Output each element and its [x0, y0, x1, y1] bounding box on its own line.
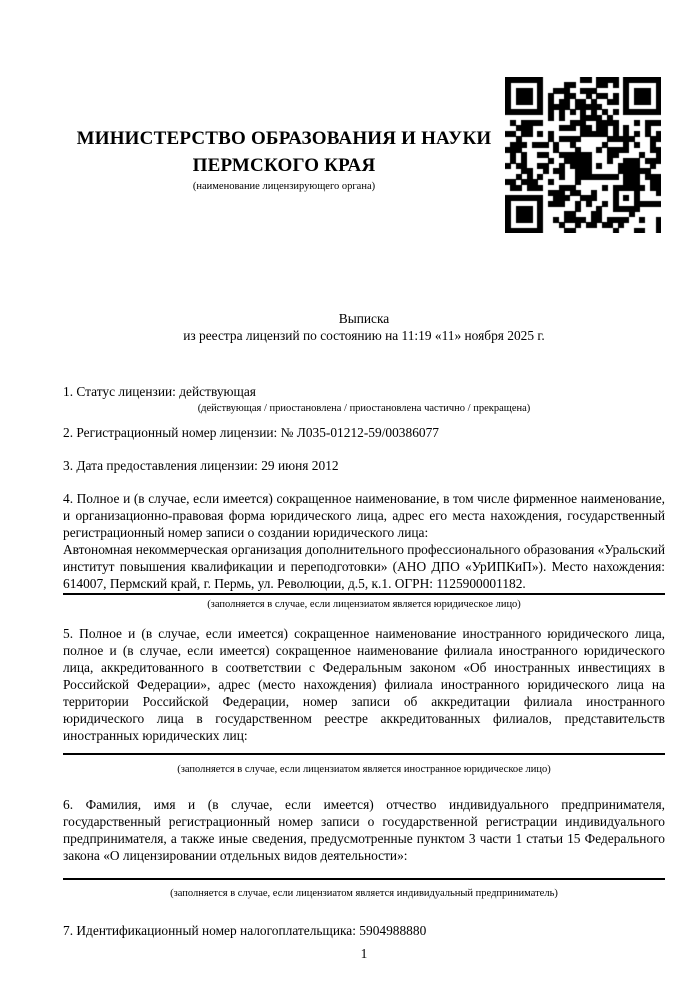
legal-entity-section [63, 490, 665, 595]
ministry-name-line1: МИНИСТЕРСТВО ОБРАЗОВАНИЯ И НАУКИ [76, 128, 492, 149]
licensing-authority-caption: (наименование лицензирующего органа) [192, 181, 376, 192]
legal-entity-description: 4. Полное и (в случае, если имеется) сокращенное наименование, в том числе фирменное наименование, и организационно-правовая форма юридического лица, адрес его места нахождения, государственный регистрационный номер записи о создании юридического лица: [63, 491, 665, 540]
foreign-entity-caption: (заполняется в случае, если лицензиатом является иностранное юридическое лицо) [177, 764, 551, 775]
document-subtitle: из реестра лицензий по состоянию на 11:19 «11» ноября 2025 г. [183, 328, 545, 343]
document-body [63, 303, 665, 962]
taxpayer-number-line: 7. Идентификационный номер налогоплательщика: 5904988880 [63, 923, 427, 938]
legal-entity-caption: (заполняется в случае, если лицензиатом является юридическое лицо) [207, 599, 521, 610]
licensing-authority-header [63, 125, 505, 193]
entrepreneur-caption: (заполняется в случае, если лицензиатом является индивидуальный предприниматель) [170, 888, 558, 899]
entrepreneur-section: 6. Фамилия, имя и (в случае, если имеется) отчество индивидуального предпринимателя, государственный регистрационный номер записи о государственной регистрации индивидуального предпринимателя, а также иные сведения, предусмотренные пунктом 3 части 1 статьи 15 Федерального закона «О лицензировании отдельных видов деятельности»: [63, 797, 665, 863]
license-status-options-caption: (действующая / приостановлена / приостановлена частично / прекращена) [197, 403, 531, 414]
foreign-entity-section: 5. Полное и (в случае, если имеется) сокращенное наименование иностранного юридического лица, полное и (в случае, если имеется) сокращенное наименование филиала иностранного юридического лица, аккредитованного в соответствии с Федеральным законом «Об иностранных инвестициях в Российской Федерации», адрес (место нахождения) филиала иностранного юридического лица на территории Российской Федерации, номер записи об аккредитации филиала иностранного юридического лица в государственном реестре аккредитованных филиалов, представительств иностранных юридических лиц: [63, 625, 665, 755]
document-title-block [63, 310, 665, 344]
page-number: 1 [360, 946, 368, 961]
entrepreneur-fill-line [63, 878, 665, 880]
license-grant-date-line: 3. Дата предоставления лицензии: 29 июня 2012 [63, 458, 339, 473]
registration-number-line: 2. Регистрационный номер лицензии: № Л035-01212-59/00386077 [63, 425, 439, 440]
license-status-line: 1. Статус лицензии: действующая [63, 384, 256, 399]
qr-code [505, 77, 661, 233]
legal-entity-value: Автономная некоммерческая организация дополнительного профессионального образования «Уральский институт повышения квалификации и переподготовки» (АНО ДПО «УрИПКиП»). Место нахождения: 614007, Пермский край, г. Пермь, ул. Революции, д.5, к.1. ОГРН: 1125900001182. [63, 542, 665, 591]
document-title: Выписка [338, 311, 390, 326]
ministry-name-line2: ПЕРМСКОГО КРАЯ [192, 155, 376, 176]
